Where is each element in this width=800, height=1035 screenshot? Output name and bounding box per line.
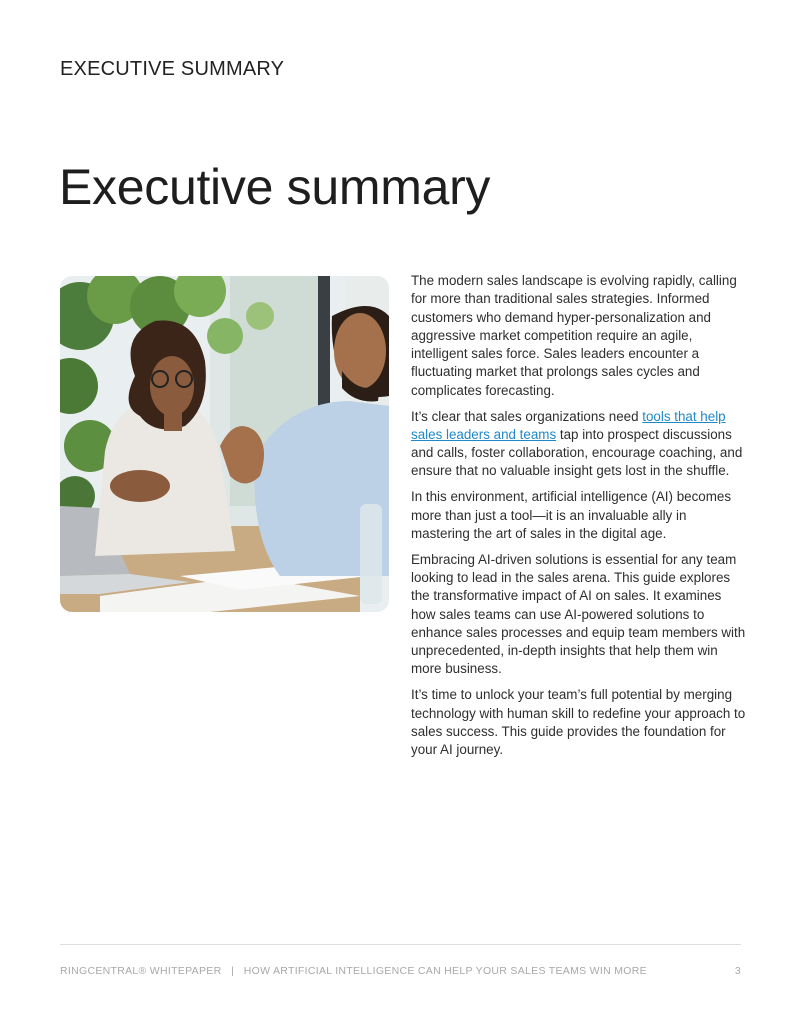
page-title: Executive summary: [59, 159, 491, 215]
page-number: 3: [734, 965, 741, 977]
paragraph-embracing-ai: Embracing AI-driven solutions is essential for any team looking to lead in the sales arena. This guide explores the transformative impact of AI on sales. It examines how sales teams can use AI-powered solutions to enhance sales processes and equip team members with unprecedented, in-depth insights that help them win more business.: [411, 551, 746, 677]
tools-link[interactable]: tools that help sales leaders and teams: [411, 408, 726, 442]
paragraph-tools: [411, 408, 747, 481]
paragraph-intro: The modern sales landscape is evolving rapidly, calling for more than traditional sales strategies. Informed customers who demand hyper-personalization and aggressive market competition require an agile, intelligent sales force. Sales leaders encounter a fluctuating market that prolongs sales cycles and complicates forecasting.: [411, 273, 737, 398]
footer-title: RINGCENTRAL® WHITEPAPER | HOW ARTIFICIAL INTELLIGENCE CAN HELP YOUR SALES TEAMS WIN MORE: [60, 965, 647, 977]
paragraph-tools-after: tap into prospect discussions and calls, foster collaboration, encourage coaching, and ensure that no valuable insight gets lost in the shuffle.: [411, 426, 743, 479]
body-text: [411, 272, 747, 767]
paragraph-tools-before: It’s clear that sales organizations need: [411, 408, 643, 424]
paragraph-unlock: It’s time to unlock your team’s full potential by merging technology with human skill to redefine your approach to sales success. This guide provides the foundation for your AI journey.: [411, 687, 746, 758]
footer: [60, 965, 741, 977]
section-label: EXECUTIVE SUMMARY: [60, 58, 285, 80]
paragraph-ai-ally: In this environment, artificial intelligence (AI) becomes more than just a tool—it is an invaluable ally in mastering the art of sales in the digital age.: [411, 489, 732, 541]
meeting-photo: [60, 276, 389, 612]
footer-divider: [60, 944, 741, 945]
